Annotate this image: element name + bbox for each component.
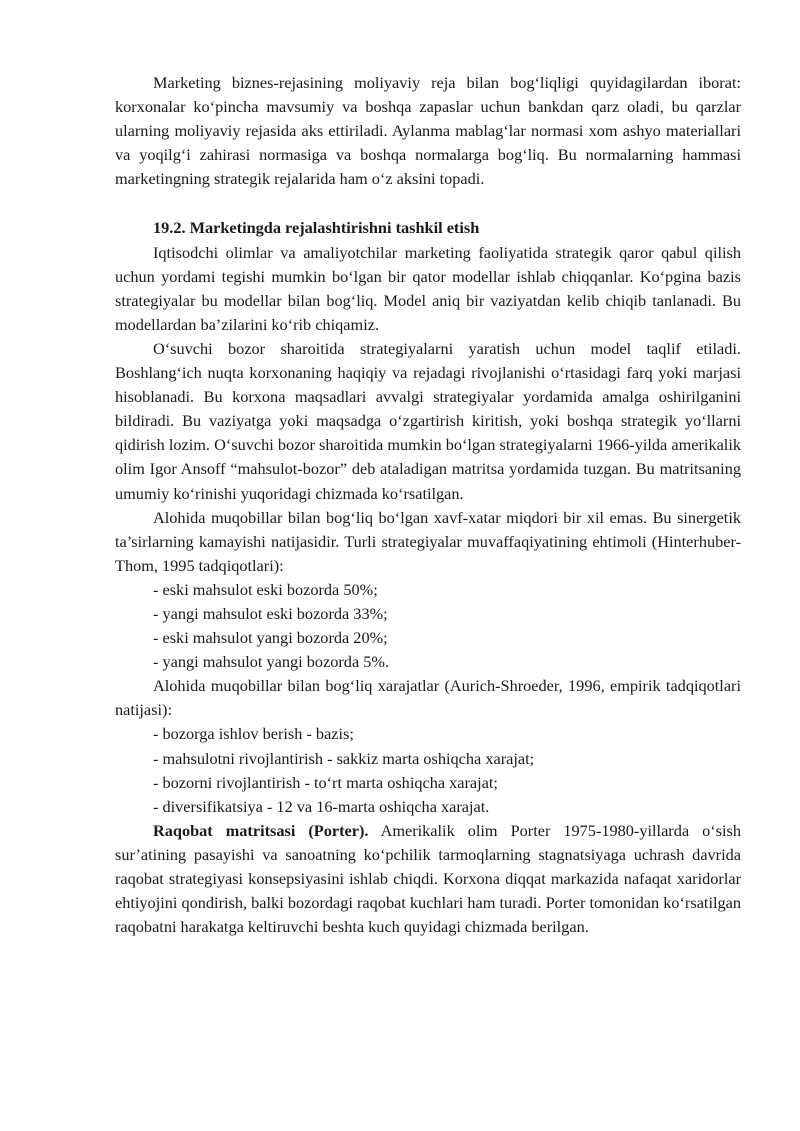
list-item-success-4: - yangi mahsulot yangi bozorda 5%. (153, 652, 390, 672)
porter-lead: Raqobat matritsasi (Porter). (153, 820, 369, 840)
list-item-cost-1: - bozorga ishlov berish - bazis; (153, 724, 354, 744)
section-spacer (115, 191, 741, 216)
paragraph-ansoff: O‘suvchi bozor sharoitida strategiyalarni yaratish uchun model taqlif etiladi. Boshlang‘ich nuqta korxonaning haqiqiy va rejadagi rivojlanishi o‘rtasidagi farq yoki marjasi hisoblanadi. Bu korxona maqsadlari avvalgi strategiyalar yordamida amalga oshirilganini bildiradi. Bu vaziyatga yoki maqsadga o‘zgartirish kiritish, yoki boshqa strategik yo‘llarni qidirish lozim. O‘suvchi bozor sharoitida mumkin bo‘lgan strategiyalarni 1966-yilda amerikalik olim Igor Ansoff “mahsulot-bozor” deb ataladigan matritsa yordamida tuzgan. Bu matritsaning umumiy ko‘rinishi yuqoridagi chizmada ko‘rsatilgan. (115, 338, 741, 503)
list-item-success-3: - eski mahsulot yangi bozorda 20%; (153, 628, 388, 648)
document-page (115, 71, 741, 939)
paragraph-costs: Alohida muqobillar bilan bog‘liq xarajatlar (Aurich-Shroeder, 1996, empirik tadqiqotlari natijasi): (115, 676, 741, 720)
section-heading: 19.2. Marketingda rejalashtirishni tashkil etish (153, 218, 480, 238)
list-item-success-1: - eski mahsulot eski bozorda 50%; (153, 579, 378, 599)
list-item-cost-3: - bozorni rivojlantirish - to‘rt marta oshiqcha xarajat; (153, 772, 498, 792)
paragraph-porter (115, 819, 741, 939)
paragraph-risk: Alohida muqobillar bilan bog‘liq bo‘lgan xavf-xatar miqdori bir xil emas. Bu sinergetik ta’sirlarning kamayishi natijasidir. Turli strategiyalar muvaffaqiyatining ehtimoli (Hinterhuber-Thom, 1995 tadqiqotlari): (115, 507, 741, 575)
list-item-cost-2: - mahsulotni rivojlantirish - sakkiz marta oshiqcha xarajat; (153, 748, 535, 768)
list-item-success-2: - yangi mahsulot eski bozorda 33%; (153, 603, 388, 623)
list-item-cost-4: - diversifikatsiya - 12 va 16-marta oshiqcha xarajat. (153, 796, 490, 816)
paragraph-models: Iqtisodchi olimlar va amaliyotchilar marketing faoliyatida strategik qaror qabul qilish uchun yordami tegishi mumkin bo‘lgan bir qator modellar ishlab chiqqanlar. Ko‘pgina bazis strategiyalar bu modellar bilan bog‘liq. Model aniq bir vaziyatdan kelib chiqib tanlanadi. Bu modellardan ba’zilarini ko‘rib chiqamiz. (115, 242, 741, 334)
paragraph-intro: Marketing biznes-rejasining moliyaviy reja bilan bog‘liqligi quyidagilardan iborat: korxonalar ko‘pincha mavsumiy va boshqa zapaslar uchun bankdan qarz oladi, bu qarzlar ularning moliyaviy rejasida aks ettiriladi. Aylanma mablag‘lar normasi xom ashyo materiallari va yoqilg‘i zahirasi normasiga va boshqa normalarga bog‘liq. Bu normalarning hammasi marketingning strategik rejalarida ham o‘z aksini topadi. (115, 73, 741, 189)
porter-body: Amerikalik olim Porter 1975-1980-yillarda o‘sish sur’atining pasayishi va sanoatning ko‘pchilik tarmoqlarning stagnatsiyaga uchrash davrida raqobat strategiyasi konsepsiyasini ishlab chiqdi. Korxona diqqat markazida nafaqat xaridorlar ehtiyojini qondirish, balki bozordagi raqobat kuchlari ham turadi. Porter tomonidan ko‘rsatilgan raqobatni harakatga keltiruvchi beshta kuch quyidagi chizmada berilgan. (115, 820, 741, 937)
